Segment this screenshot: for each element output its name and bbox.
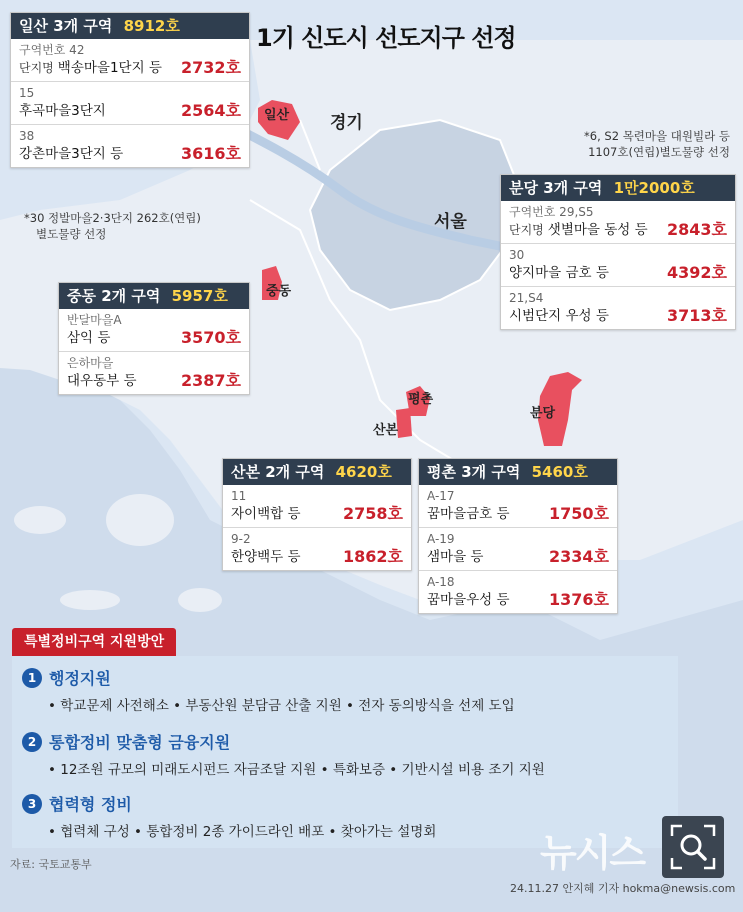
row-name: 대우동부 등 — [67, 373, 137, 389]
row-name: 샘마을 등 — [427, 549, 484, 565]
row-units: 2732호 — [181, 58, 241, 77]
district-row — [223, 485, 411, 528]
support-item-desc: • 학교문제 사전해소 • 부동산원 분담금 산출 지원 • 전자 동의방식을 선제 도입 — [48, 698, 515, 714]
row-name: 꿈마을금호 등 — [427, 506, 510, 522]
row-code: 21,S4 — [509, 291, 544, 305]
row-name: 꿈마을우성 등 — [427, 592, 510, 608]
district-row — [419, 528, 617, 571]
support-item-desc: • 협력체 구성 • 통합정비 2종 가이드라인 배포 • 찾아가는 설명회 — [48, 824, 437, 840]
district-row — [419, 571, 617, 613]
row-units: 2564호 — [181, 101, 241, 120]
district-row — [11, 125, 249, 167]
row-code: 은하마을 — [67, 356, 114, 370]
district-name: 일산 — [19, 17, 48, 35]
support-item — [22, 730, 545, 778]
district-count: 2개 구역 — [101, 287, 161, 305]
row-units: 1376호 — [549, 590, 609, 609]
ilsan-note-line2: 별도물량 선정 — [36, 227, 107, 241]
row-name: 자이백합 등 — [231, 506, 301, 522]
district-card-jungdong — [58, 282, 250, 395]
row-name — [509, 221, 648, 239]
row-code: 38 — [19, 129, 35, 143]
district-row — [501, 287, 735, 329]
district-card-bundang — [500, 174, 736, 330]
district-name: 산본 — [231, 463, 260, 481]
support-item-desc: • 12조원 규모의 미래도시펀드 자금조달 지원 • 특화보증 • 기반시설 비용 조기 지원 — [48, 762, 545, 778]
place-ilsan: 일산 — [264, 108, 290, 123]
district-card-sanbon — [222, 458, 412, 571]
support-item — [22, 792, 436, 840]
row-units: 3713호 — [667, 306, 727, 325]
row-code: 9-2 — [231, 532, 251, 546]
district-total: 4620호 — [335, 463, 392, 481]
row-name: 한양백두 등 — [231, 549, 301, 565]
row-units: 2843호 — [667, 220, 727, 239]
district-name: 평촌 — [427, 463, 456, 481]
district-row — [59, 352, 249, 394]
support-number-badge: 3 — [22, 794, 42, 814]
district-total: 1만2000호 — [613, 179, 695, 197]
place-gyeonggi: 경기 — [330, 113, 363, 133]
district-name: 중동 — [67, 287, 96, 305]
bundang-note — [530, 128, 730, 160]
district-card-header — [11, 13, 249, 39]
place-sanbon: 산본 — [373, 423, 399, 438]
district-row — [11, 82, 249, 125]
row-name: 양지마을 금호 등 — [509, 265, 609, 281]
district-row — [501, 244, 735, 287]
district-row — [419, 485, 617, 528]
district-total: 5460호 — [531, 463, 588, 481]
row-units: 1750호 — [549, 504, 609, 523]
support-number-badge: 1 — [22, 668, 42, 688]
district-card-header — [501, 175, 735, 201]
row-code: 구역번호 42 — [19, 43, 85, 57]
district-name: 분당 — [509, 179, 538, 197]
row-units: 3570호 — [181, 328, 241, 347]
support-item-title: 행정지원 — [49, 669, 111, 688]
search-button[interactable] — [662, 816, 724, 878]
row-name: 삼익 등 — [67, 330, 111, 346]
page-title: 1기 신도시 선도지구 선정 — [256, 24, 516, 52]
ilsan-note — [24, 210, 201, 242]
district-card-ilsan — [10, 12, 250, 168]
district-card-header — [223, 459, 411, 485]
row-prefix: 단지명 — [19, 61, 54, 75]
row-name: 시범단지 우성 등 — [509, 308, 609, 324]
row-code: 반달마을A — [67, 313, 122, 327]
row-units: 2387호 — [181, 371, 241, 390]
row-code: A-17 — [427, 489, 455, 503]
row-code: 30 — [509, 248, 525, 262]
search-icon — [662, 816, 724, 878]
bundang-note-line2: 1107호(연립)별도물량 선정 — [588, 145, 730, 159]
row-units: 2758호 — [343, 504, 403, 523]
row-name: 후곡마을3단지 — [19, 103, 106, 119]
district-total: 5957호 — [171, 287, 228, 305]
row-name-text: 샛별마을 동성 등 — [547, 222, 648, 238]
row-code: A-18 — [427, 575, 455, 589]
row-units: 1862호 — [343, 547, 403, 566]
district-card-header — [419, 459, 617, 485]
row-units: 3616호 — [181, 144, 241, 163]
row-units: 2334호 — [549, 547, 609, 566]
support-item-title: 통합정비 맞춤형 금융지원 — [49, 733, 231, 752]
row-code: A-19 — [427, 532, 455, 546]
district-count: 3개 구역 — [53, 17, 113, 35]
place-pyeongchon: 평촌 — [408, 392, 434, 407]
district-count: 3개 구역 — [461, 463, 521, 481]
row-code: 구역번호 29,S5 — [509, 205, 594, 219]
district-count: 2개 구역 — [265, 463, 325, 481]
district-row — [11, 39, 249, 82]
district-row — [501, 201, 735, 244]
row-code: 15 — [19, 86, 35, 100]
district-card-pyeongchon — [418, 458, 618, 614]
credit-text: 24.11.27 안지혜 기자 hokma@newsis.com — [510, 882, 736, 895]
support-item-title: 협력형 정비 — [49, 795, 132, 814]
row-name: 강촌마을3단지 등 — [19, 146, 124, 162]
row-name — [19, 59, 162, 77]
district-row — [223, 528, 411, 570]
district-card-header — [59, 283, 249, 309]
region-sanbon — [396, 408, 412, 438]
district-row — [59, 309, 249, 352]
place-bundang: 분당 — [530, 406, 556, 421]
place-jungdong: 중동 — [266, 284, 292, 299]
ilsan-note-line1: *30 정발마을2·3단지 262호(연립) — [24, 211, 201, 225]
row-name-text: 백송마을1단지 등 — [57, 60, 162, 76]
support-item — [22, 666, 515, 714]
row-code: 11 — [231, 489, 247, 503]
support-tag: 특별정비구역 지원방안 — [12, 628, 176, 656]
district-count: 3개 구역 — [543, 179, 603, 197]
district-total: 8912호 — [123, 17, 180, 35]
row-units: 4392호 — [667, 263, 727, 282]
source-text: 자료: 국토교통부 — [10, 858, 92, 871]
bundang-note-line1: *6, S2 목련마을 대원빌라 등 — [584, 129, 730, 143]
newsis-logo: 뉴시스 — [540, 831, 645, 875]
place-seoul: 서울 — [434, 212, 467, 232]
row-prefix: 단지명 — [509, 223, 544, 237]
support-number-badge: 2 — [22, 732, 42, 752]
